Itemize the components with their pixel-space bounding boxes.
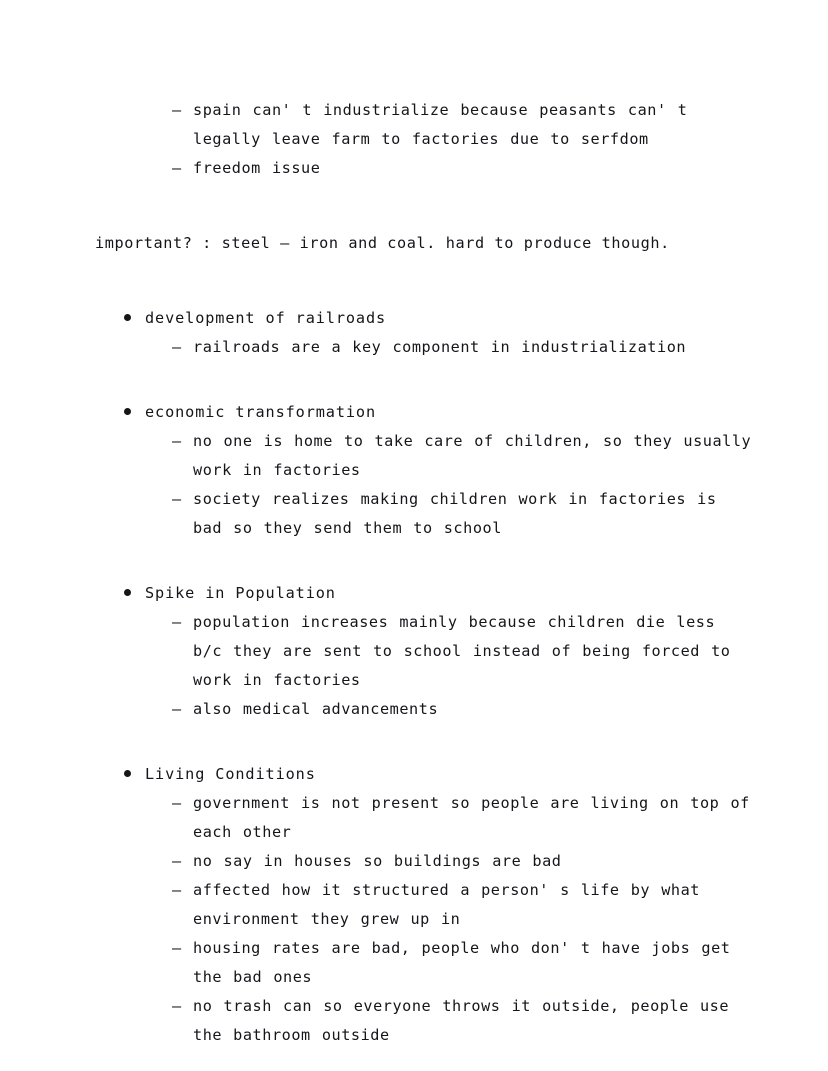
list-item [95, 695, 755, 724]
list-item-text: no trash can so everyone throws it outside, people use the bathroom outside [193, 997, 741, 1044]
list-item-text: no say in houses so buildings are bad [193, 852, 562, 870]
dash-marker-icon: – [172, 159, 182, 177]
list-item-text: spain can' t industrialize because peasants can' t legally leave farm to factories due to serfdom [193, 101, 699, 148]
dash-marker-icon: – [172, 881, 182, 899]
list-item-text: railroads are a key component in industrialization [193, 338, 687, 356]
list-item-text: population increases mainly because children die less b/c they are sent to school instead of being forced to work in factories [193, 613, 742, 689]
section-development-of-railroads [95, 304, 755, 362]
list-item [95, 427, 763, 485]
list-item-text: society realizes making children work in factories is bad so they send them to school [193, 490, 728, 537]
list-item [95, 333, 755, 362]
spacer [95, 258, 755, 304]
section-point-list [95, 608, 755, 724]
list-item-text: freedom issue [193, 159, 321, 177]
section-heading-text: Living Conditions [145, 765, 316, 783]
spacer [95, 724, 755, 760]
section-heading-text: development of railroads [145, 309, 387, 327]
list-item [95, 485, 755, 543]
spacer [95, 543, 755, 579]
section-heading [95, 760, 755, 789]
list-item [95, 96, 755, 154]
dash-marker-icon: – [172, 700, 182, 718]
list-item [95, 847, 755, 876]
section-point-list [95, 427, 763, 543]
dash-marker-icon: – [172, 101, 182, 119]
list-item [95, 876, 755, 934]
list-item-text: also medical advancements [193, 700, 439, 718]
list-item [95, 934, 755, 992]
dash-marker-icon: – [172, 613, 182, 631]
section-point-list [95, 333, 755, 362]
dash-marker-icon: – [172, 432, 182, 450]
list-item-text: housing rates are bad, people who don' t have jobs get the bad ones [193, 939, 742, 986]
section-living-conditions [95, 760, 761, 1050]
list-item [95, 608, 755, 695]
list-item-text: government is not present so people are living on top of each other [193, 794, 761, 841]
list-item [95, 992, 755, 1050]
dash-marker-icon: – [172, 490, 182, 508]
bullet-dot-icon [124, 408, 131, 415]
list-item-text: affected how it structured a person' s life by what environment they grew up in [193, 881, 712, 928]
dash-marker-icon: – [172, 852, 182, 870]
bullet-dot-icon [124, 314, 131, 321]
section-spike-in-population [95, 579, 755, 724]
top-dash-list [95, 96, 755, 183]
bullet-dot-icon [124, 770, 131, 777]
dash-marker-icon: – [172, 794, 182, 812]
spacer [95, 183, 755, 229]
spacer [95, 362, 755, 398]
section-economic-transformation [95, 398, 763, 543]
list-item [95, 154, 755, 183]
list-item [95, 789, 761, 847]
section-heading [95, 304, 755, 333]
section-heading [95, 398, 755, 427]
dash-marker-icon: – [172, 338, 182, 356]
section-heading-text: economic transformation [145, 403, 377, 421]
notes-content [95, 96, 763, 1050]
section-heading-text: Spike in Population [145, 584, 336, 602]
dash-marker-icon: – [172, 997, 182, 1015]
section-point-list [95, 789, 761, 1050]
standalone-note-line: important? : steel – iron and coal. hard to produce though. [95, 234, 670, 252]
dash-marker-icon: – [172, 939, 182, 957]
list-item-text: no one is home to take care of children, so they usually work in factories [193, 432, 763, 479]
bullet-dot-icon [124, 589, 131, 596]
section-heading [95, 579, 755, 608]
